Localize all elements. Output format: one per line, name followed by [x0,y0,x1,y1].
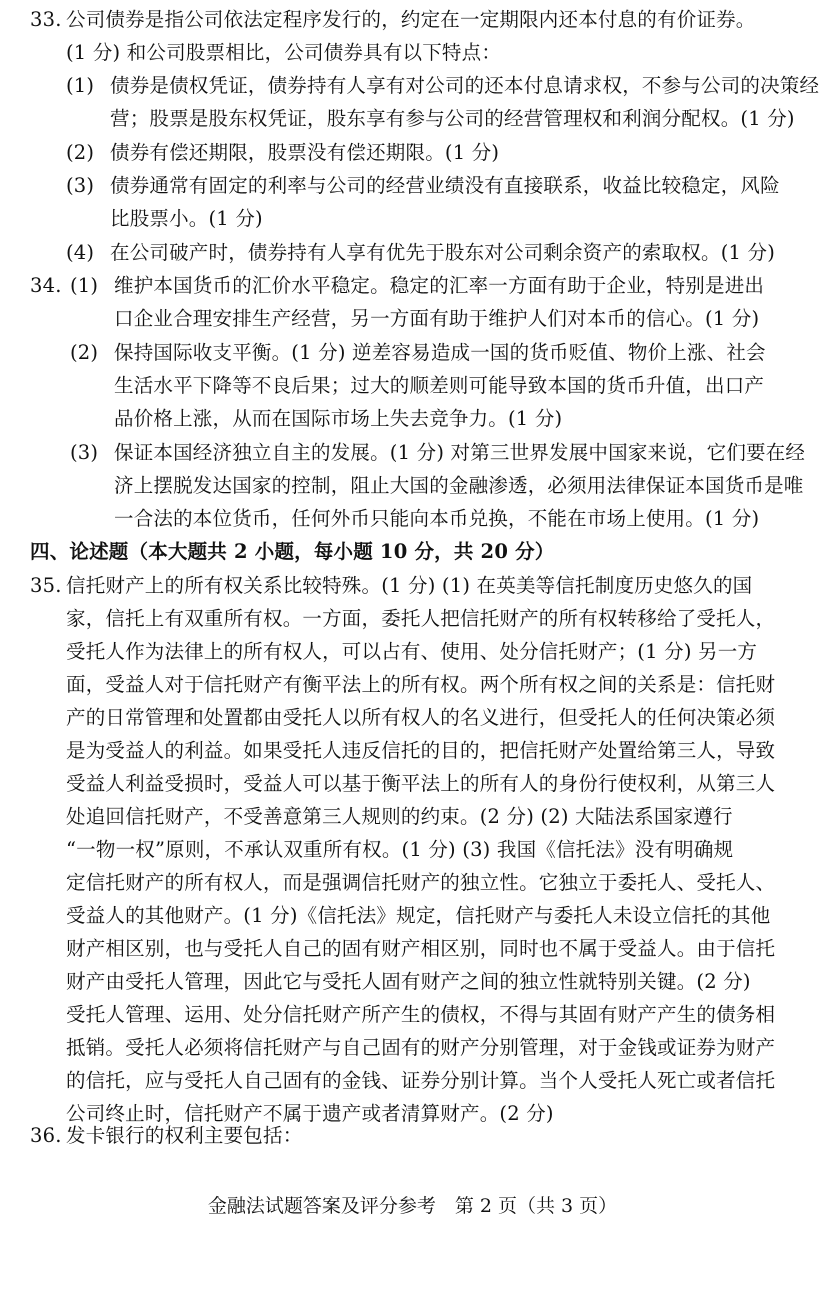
section-heading: 四、论述题（本大题共 2 小题，每小题 10 分，共 20 分） [30,540,555,563]
q34-item-1-line-2: 口企业合理安排生产经营，另一方面有助于维护人们对本币的信心。(1 分) [114,307,760,330]
q33-item-2-line-1: 债券有偿还期限，股票没有偿还期限。(1 分) [110,141,500,164]
q36-line-1: 发卡银行的权利主要包括： [66,1124,303,1147]
q35-line: 的信托，应与受托人自己固有的金钱、证券分别计算。当个人受托人死亡或者信托 [66,1069,776,1092]
q34-item-3-line-3: 一合法的本位货币，任何外币只能向本币兑换，不能在市场上使用。(1 分) [114,507,760,530]
q34-item-3-label: (3) [70,441,99,464]
q35-line: 受托人作为法律上的所有权人，可以占有、使用、处分信托财产；(1 分) 另一方 [66,640,758,663]
q33-item-4-line-1: 在公司破产时，债券持有人享有优先于股东对公司剩余资产的索取权。(1 分) [110,241,776,264]
q35-number: 35. [30,574,62,597]
q35-line: 财产由受托人管理，因此它与受托人固有财产之间的独立性就特别关键。(2 分) [66,970,751,993]
q35-line: 受托人管理、运用、处分信托财产所产生的债权，不得与其固有财产产生的债务相 [66,1003,776,1026]
q33-item-3-label: (3) [66,174,95,197]
q33-item-3-line-1: 债券通常有固定的利率与公司的经营业绩没有直接联系，收益比较稳定，风险 [110,174,780,197]
q33-item-1-line-1: 债券是债权凭证，债券持有人享有对公司的还本付息请求权，不参与公司的决策经 [110,74,820,97]
q35-line: 信托财产上的所有权关系比较特殊。(1 分) (1) 在英美等信托制度历史悠久的国 [66,574,753,597]
q35-line: 抵销。受托人必须将信托财产与自己固有的财产分别管理，对于金钱或证券为财产 [66,1036,776,1059]
q34-item-3-line-1: 保证本国经济独立自主的发展。(1 分) 对第三世界发展中国家来说，它们要在经 [114,441,806,464]
q35-line: 面，受益人对于信托财产有衡平法上的所有权。两个所有权之间的关系是：信托财 [66,673,776,696]
q33-item-1-line-2: 营；股票是股东权凭证，股东享有参与公司的经营管理权和利润分配权。(1 分) [110,107,795,130]
q35-line: 处追回信托财产，不受善意第三人规则的约束。(2 分) (2) 大陆法系国家遵行 [66,805,733,828]
q35-line: 受益人利益受损时，受益人可以基于衡平法上的所有人的身份行使权利，从第三人 [66,772,776,795]
q34-item-1-label: (1) [70,274,99,297]
q34-item-3-line-2: 济上摆脱发达国家的控制，阻止大国的金融渗透，必须用法律保证本国货币是唯 [114,474,804,497]
page-footer: 金融法试题答案及评分参考 第 2 页（共 3 页） [207,1195,618,1217]
q33-line-2: (1 分) 和公司股票相比，公司债券具有以下特点： [66,41,502,64]
q34-item-2-label: (2) [70,341,99,364]
q33-item-4-label: (4) [66,241,95,264]
q34-item-2-line-1: 保持国际收支平衡。(1 分) 逆差容易造成一国的货币贬值、物价上涨、社会 [114,341,766,364]
q33-item-1-label: (1) [66,74,95,97]
q33-line-1: 公司债券是指公司依法定程序发行的，约定在一定期限内还本付息的有价证券。 [66,8,756,31]
q35-line: 受益人的其他财产。(1 分)《信托法》规定，信托财产与委托人未设立信托的其他 [66,904,771,927]
q33-item-3-line-2: 比股票小。(1 分) [110,207,263,230]
q34-item-2-line-3: 品价格上涨，从而在国际市场上失去竞争力。(1 分) [114,407,563,430]
q36-number: 36. [30,1124,62,1147]
q35-line: 财产相区别，也与受托人自己的固有财产相区别，同时也不属于受益人。由于信托 [66,937,776,960]
q35-line: 家，信托上有双重所有权。一方面，委托人把信托财产的所有权转移给了受托人， [66,607,776,630]
q35-line: 定信托财产的所有权人，而是强调信托财产的独立性。它独立于委托人、受托人、 [66,871,776,894]
q33-number: 33. [30,8,62,31]
q35-line: 公司终止时，信托财产不属于遗产或者清算财产。(2 分) [66,1102,554,1125]
q34-item-2-line-2: 生活水平下降等不良后果；过大的顺差则可能导致本国的货币升值，出口产 [114,374,765,397]
q35-line: 产的日常管理和处置都由受托人以所有权人的名义进行，但受托人的任何决策必须 [66,706,776,729]
q35-line: “一物一权”原则，不承认双重所有权。(1 分) (3) 我国《信托法》没有明确规 [66,838,734,861]
q34-item-1-line-1: 维护本国货币的汇价水平稳定。稳定的汇率一方面有助于企业，特别是进出 [114,274,765,297]
q33-item-2-label: (2) [66,141,95,164]
q35-line: 是为受益人的利益。如果受托人违反信托的目的，把信托财产处置给第三人，导致 [66,739,776,762]
q34-number: 34. [30,274,62,297]
